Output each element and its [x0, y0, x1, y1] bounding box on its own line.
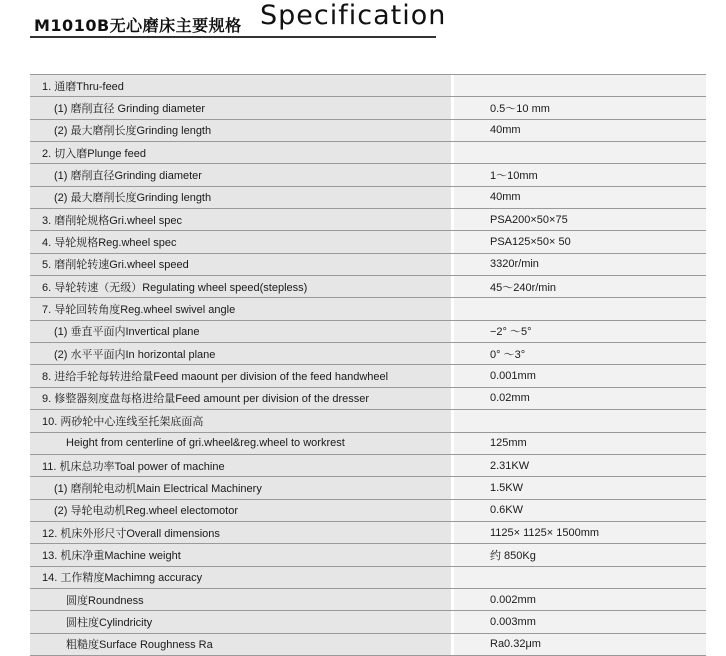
spec-row	[30, 611, 706, 633]
spec-item-value	[454, 410, 706, 432]
spec-item-value: 40mm	[454, 186, 706, 208]
spec-item-label: 8. 进给手轮每转进给量Feed maount per division of the feed handwheel	[30, 365, 451, 387]
spec-item-label: 圆度Roundness	[30, 588, 451, 610]
spec-row	[30, 477, 706, 499]
spec-row	[30, 521, 706, 543]
title-chinese: M1010B无心磨床主要规格	[34, 16, 242, 35]
spec-item-value: 1～10mm	[454, 164, 706, 186]
spec-item-value: 40mm	[454, 119, 706, 141]
spec-item-value: −2° ～5°	[454, 320, 706, 342]
spec-item-label: (2) 最大磨削长度Grinding length	[30, 119, 451, 141]
spec-item-value: 1125× 1125× 1500mm	[454, 521, 706, 543]
spec-item-value: 0.003mm	[454, 611, 706, 633]
spec-item-value	[454, 75, 706, 97]
spec-item-label: (1) 磨削轮电动机Main Electrical Machinery	[30, 477, 451, 499]
spec-item-label: 14. 工作精度Machimng accuracy	[30, 566, 451, 588]
spec-item-label: 4. 导轮规格Reg.wheel spec	[30, 231, 451, 253]
spec-row	[30, 410, 706, 432]
spec-item-label: 7. 导轮回转角度Reg.wheel swivel angle	[30, 298, 451, 320]
spec-item-value: 0.6KW	[454, 499, 706, 521]
title-underline	[30, 36, 436, 38]
spec-item-value: 3320r/min	[454, 253, 706, 275]
spec-item-label: Height from centerline of gri.wheel&reg.wheel to workrest	[30, 432, 451, 454]
spec-item-label: 圆柱度Cylindricity	[30, 611, 451, 633]
spec-item-label: (1) 磨削直径Grinding diameter	[30, 164, 451, 186]
spec-row	[30, 432, 706, 454]
spec-row	[30, 298, 706, 320]
spec-item-label: 9. 修整器刻度盘每格进给量Feed amount per division of the dresser	[30, 387, 451, 409]
spec-row	[30, 209, 706, 231]
spec-row	[30, 387, 706, 409]
spec-row	[30, 633, 706, 655]
spec-item-value: 0.002mm	[454, 588, 706, 610]
spec-item-value	[454, 566, 706, 588]
spec-item-value	[454, 142, 706, 164]
spec-row	[30, 253, 706, 275]
spec-row	[30, 566, 706, 588]
spec-item-value: 0.02mm	[454, 387, 706, 409]
spec-item-label: 12. 机床外形尺寸Overall dimensions	[30, 521, 451, 543]
spec-item-label: 6. 导轮转速（无级）Regulating wheel speed(stepless)	[30, 276, 451, 298]
spec-item-value: Ra0.32μm	[454, 633, 706, 655]
spec-item-value: 0.5～10 mm	[454, 97, 706, 119]
spec-item-value: 1.5KW	[454, 477, 706, 499]
spec-item-value: 125mm	[454, 432, 706, 454]
spec-item-label: (2) 最大磨削长度Grinding length	[30, 186, 451, 208]
spec-item-label: (1) 垂直平面内Invertical plane	[30, 320, 451, 342]
spec-row	[30, 499, 706, 521]
spec-item-label: (1) 磨削直径 Grinding diameter	[30, 97, 451, 119]
spec-row	[30, 75, 706, 97]
spec-row	[30, 365, 706, 387]
spec-item-value: 约 850Kg	[454, 544, 706, 566]
spec-row	[30, 231, 706, 253]
spec-item-label: 粗糙度Surface Roughness Ra	[30, 633, 451, 655]
spec-item-label: 1. 通磨Thru-feed	[30, 75, 451, 97]
spec-row	[30, 142, 706, 164]
spec-item-value: PSA200×50×75	[454, 209, 706, 231]
spec-item-label: 5. 磨削轮转速Gri.wheel speed	[30, 253, 451, 275]
spec-item-value	[454, 298, 706, 320]
spec-row	[30, 454, 706, 476]
spec-item-label: 10. 两砂轮中心连线至托架底面高	[30, 410, 451, 432]
spec-row	[30, 97, 706, 119]
spec-item-value: 0.001mm	[454, 365, 706, 387]
spec-row	[30, 119, 706, 141]
spec-item-label: 11. 机床总功率Toal power of machine	[30, 454, 451, 476]
spec-item-value: 45～240r/min	[454, 276, 706, 298]
spec-table	[30, 74, 706, 656]
spec-table-body	[30, 75, 706, 656]
spec-row	[30, 544, 706, 566]
title-english: Specification	[260, 0, 447, 31]
spec-item-value: 2.31KW	[454, 454, 706, 476]
spec-row	[30, 320, 706, 342]
spec-row	[30, 276, 706, 298]
spec-row	[30, 343, 706, 365]
spec-item-label: (2) 导轮电动机Reg.wheel electomotor	[30, 499, 451, 521]
spec-item-label: 13. 机床净重Machine weight	[30, 544, 451, 566]
spec-item-value: PSA125×50× 50	[454, 231, 706, 253]
spec-item-value: 0° ～3°	[454, 343, 706, 365]
spec-row	[30, 164, 706, 186]
spec-item-label: 3. 磨削轮规格Gri.wheel spec	[30, 209, 451, 231]
spec-row	[30, 588, 706, 610]
spec-item-label: 2. 切入磨Plunge feed	[30, 142, 451, 164]
spec-item-label: (2) 水平平面内In horizontal plane	[30, 343, 451, 365]
spec-row	[30, 186, 706, 208]
